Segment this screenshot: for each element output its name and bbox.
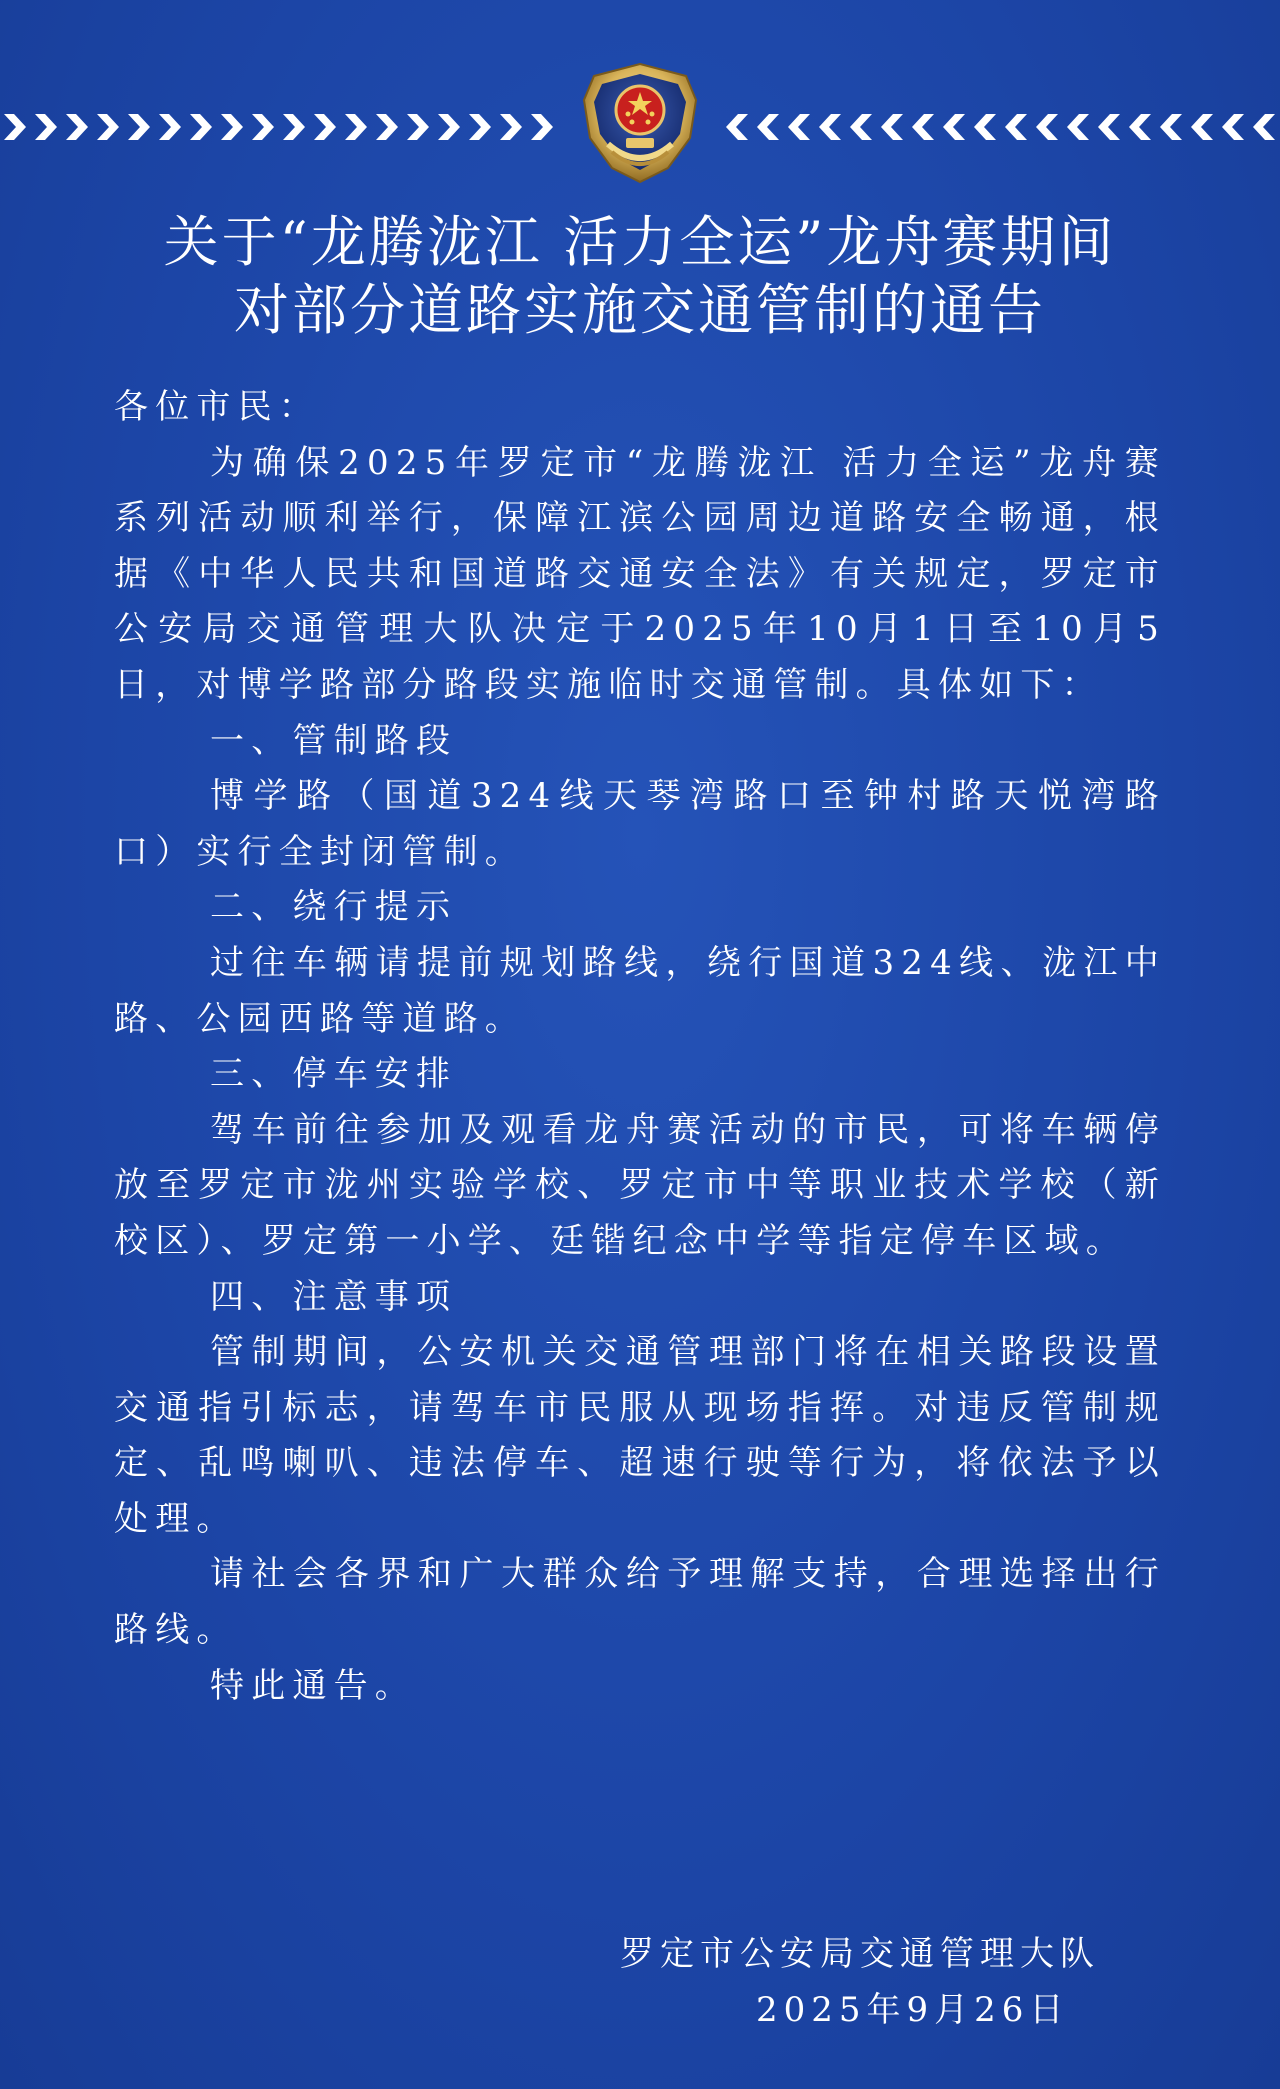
chevron-mark	[1160, 114, 1182, 140]
chevron-mark	[912, 114, 934, 140]
section-heading-4: 四、注意事项	[210, 1276, 458, 1317]
chevron-mark	[500, 114, 522, 140]
chevron-mark	[1191, 114, 1213, 140]
section-heading-2: 二、绕行提示	[210, 887, 458, 928]
chevron-mark	[97, 114, 119, 140]
chevron-mark	[531, 114, 553, 140]
chevron-mark	[407, 114, 429, 140]
chevron-mark	[1129, 114, 1151, 140]
chevron-mark	[757, 114, 779, 140]
chevron-mark	[345, 114, 367, 140]
chevron-mark	[283, 114, 305, 140]
chevron-mark	[252, 114, 274, 140]
chevron-mark	[469, 114, 491, 140]
notice-body	[114, 380, 1166, 1714]
chevron-mark	[376, 114, 398, 140]
sign-off: 特此通告。	[210, 1665, 416, 1706]
section-text-1: 博学路（国道324线天琴湾路口至钟村路天悦湾路口）实行全封闭管制。	[114, 776, 1166, 872]
notice-title-line1: 关于“龙腾泷江 活力全运”龙舟赛期间	[163, 210, 1117, 274]
chevron-mark	[1067, 114, 1089, 140]
chevron-mark	[1036, 114, 1058, 140]
chevron-mark	[66, 114, 88, 140]
notice-title-line2: 对部分道路实施交通管制的通告	[233, 278, 1046, 342]
chevron-mark	[943, 114, 965, 140]
chevron-mark	[1253, 114, 1275, 140]
notice-title	[0, 208, 1280, 344]
chevron-mark	[788, 114, 810, 140]
chevron-mark	[159, 114, 181, 140]
chevron-mark	[850, 114, 872, 140]
closing-paragraph: 请社会各界和广大群众给予理解支持，合理选择出行路线。	[114, 1554, 1166, 1651]
section-heading-1: 一、管制路段	[210, 720, 458, 761]
chevron-mark	[1005, 114, 1027, 140]
chevron-mark	[314, 114, 336, 140]
chevron-mark	[35, 114, 57, 140]
chevron-mark	[128, 114, 150, 140]
chevron-mark	[4, 114, 26, 140]
salutation: 各位市民：	[114, 387, 320, 427]
chevron-mark	[190, 114, 212, 140]
section-text-4: 管制期间，公安机关交通管理部门将在相关路段设置交通指引标志，请驾车市民服从现场指挥。对违反管制规定、乱鸣喇叭、违法停车、超速行驶等行为，将依法予以处理。	[114, 1332, 1166, 1539]
chevron-mark	[1098, 114, 1120, 140]
chevron-mark	[726, 114, 748, 140]
chevron-mark	[221, 114, 243, 140]
issue-date: 2025年9月26日	[756, 1990, 1070, 2030]
section-text-3: 驾车前往参加及观看龙舟赛活动的市民，可将车辆停放至罗定市泷州实验学校、罗定市中等职业技术学校（新校区）、罗定第一小学、廷锴纪念中学等指定停车区域。	[114, 1109, 1166, 1261]
section-heading-3: 三、停车安排	[210, 1054, 458, 1095]
chevron-mark	[819, 114, 841, 140]
chevron-mark	[974, 114, 996, 140]
section-text-2: 过往车辆请提前规划路线，绕行国道324线、泷江中路、公园西路等道路。	[114, 942, 1166, 1039]
chevron-mark	[881, 114, 903, 140]
intro-paragraph: 为确保2025年罗定市“龙腾泷江 活力全运”龙舟赛系列活动顺利举行，保障江滨公园周边道路安全畅通，根据《中华人民共和国道路交通安全法》有关规定，罗定市公安局交通管理大队决定于2025年10月1日至10月5日，对博学路部分路段实施临时交通管制。具体如下：	[114, 442, 1166, 705]
issuer-name: 罗定市公安局交通管理大队	[620, 1934, 1100, 1974]
chevron-mark	[438, 114, 460, 140]
chevron-mark	[1222, 114, 1244, 140]
chevron-band-left-icon	[0, 110, 560, 144]
chevron-band-right-icon	[722, 110, 1280, 144]
police-emblem-icon	[568, 60, 712, 186]
